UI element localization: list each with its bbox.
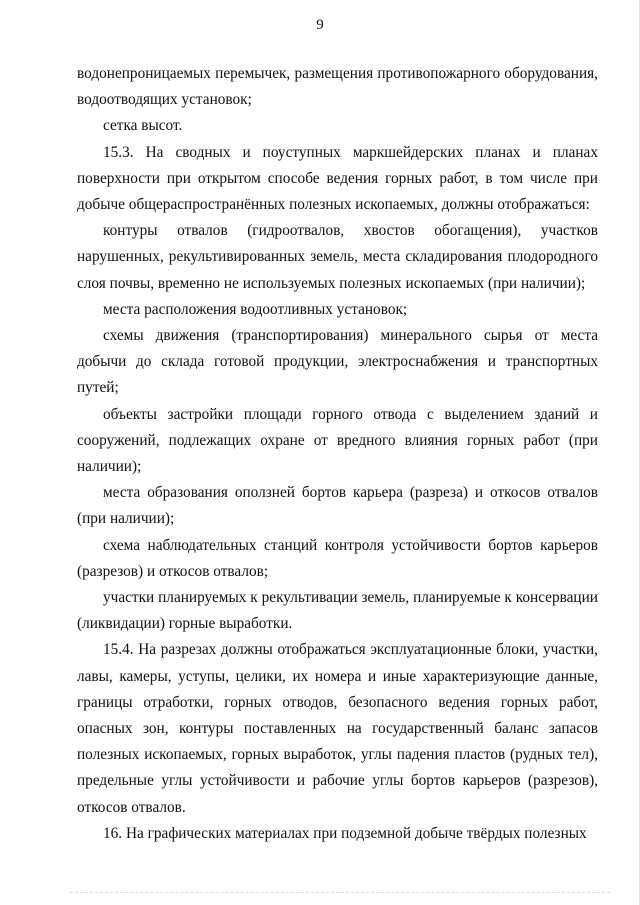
paragraph-observation-stations: схема наблюдательных станций контроля устойчивости бортов карьеров (разрезов) и откосов отвалов; <box>77 536 598 580</box>
paragraph-landslides: места образования оползней бортов карьера (разреза) и откосов отвалов (при наличии); <box>77 484 598 528</box>
paragraph-reclamation: участки планируемых к рекультивации земель, планируемые к консервации (ликвидации) горные выработки. <box>77 589 598 633</box>
page-number: 9 <box>316 17 324 33</box>
paragraph-transport-schemes: схемы движения (транспортирования) минерального сырья от места добычи до склада готовой продукции, электроснабжения и транспортных путей; <box>77 327 598 397</box>
paragraph-drainage-locations: места расположения водоотливных установок; <box>103 300 408 318</box>
paragraph-15-3: 15.3. На сводных и поуступных маркшейдерских планах и планах поверхности при открытом способе ведения горных работ, в том числе при добыче общераспространённых полезных ископаемых, должны отображаться: <box>77 143 598 214</box>
document-body <box>77 61 598 847</box>
paragraph-buildings: объекты застройки площади горного отвода с выделением зданий и сооружений, подлежащих охране от вредного влияния горных работ (при наличии); <box>77 405 598 476</box>
paragraph-dump-contours: контуры отвалов (гидроотвалов, хвостов обогащения), участков нарушенных, рекультивированных земель, места складирования плодородного слоя почвы, временно не используемых полезных ископаемых (при наличии); <box>77 222 598 292</box>
paragraph-16: 16. На графических материалах при подземной добыче твёрдых полезных <box>103 824 587 842</box>
page-bottom-divider <box>70 892 610 893</box>
paragraph-elevation-grid: сетка высот. <box>103 117 183 135</box>
paragraph-continuation: водонепроницаемых перемычек, размещения противопожарного оборудования, водоотводящих установок; <box>77 65 598 109</box>
paragraph-15-4: 15.4. На разрезах должны отображаться эксплуатационные блоки, участки, лавы, камеры, уступы, целики, их номера и иные характеризующие данные, границы отработки, горных отводов, безопасного ведения горных работ, опасных зон, контуры поставленных на государственный баланс запасов полезных ископаемых, горных выработок, углы падения пластов (рудных тел), предельные углы устойчивости и рабочие углы бортов карьеров (разрезов), откосов отвалов. <box>77 641 598 816</box>
